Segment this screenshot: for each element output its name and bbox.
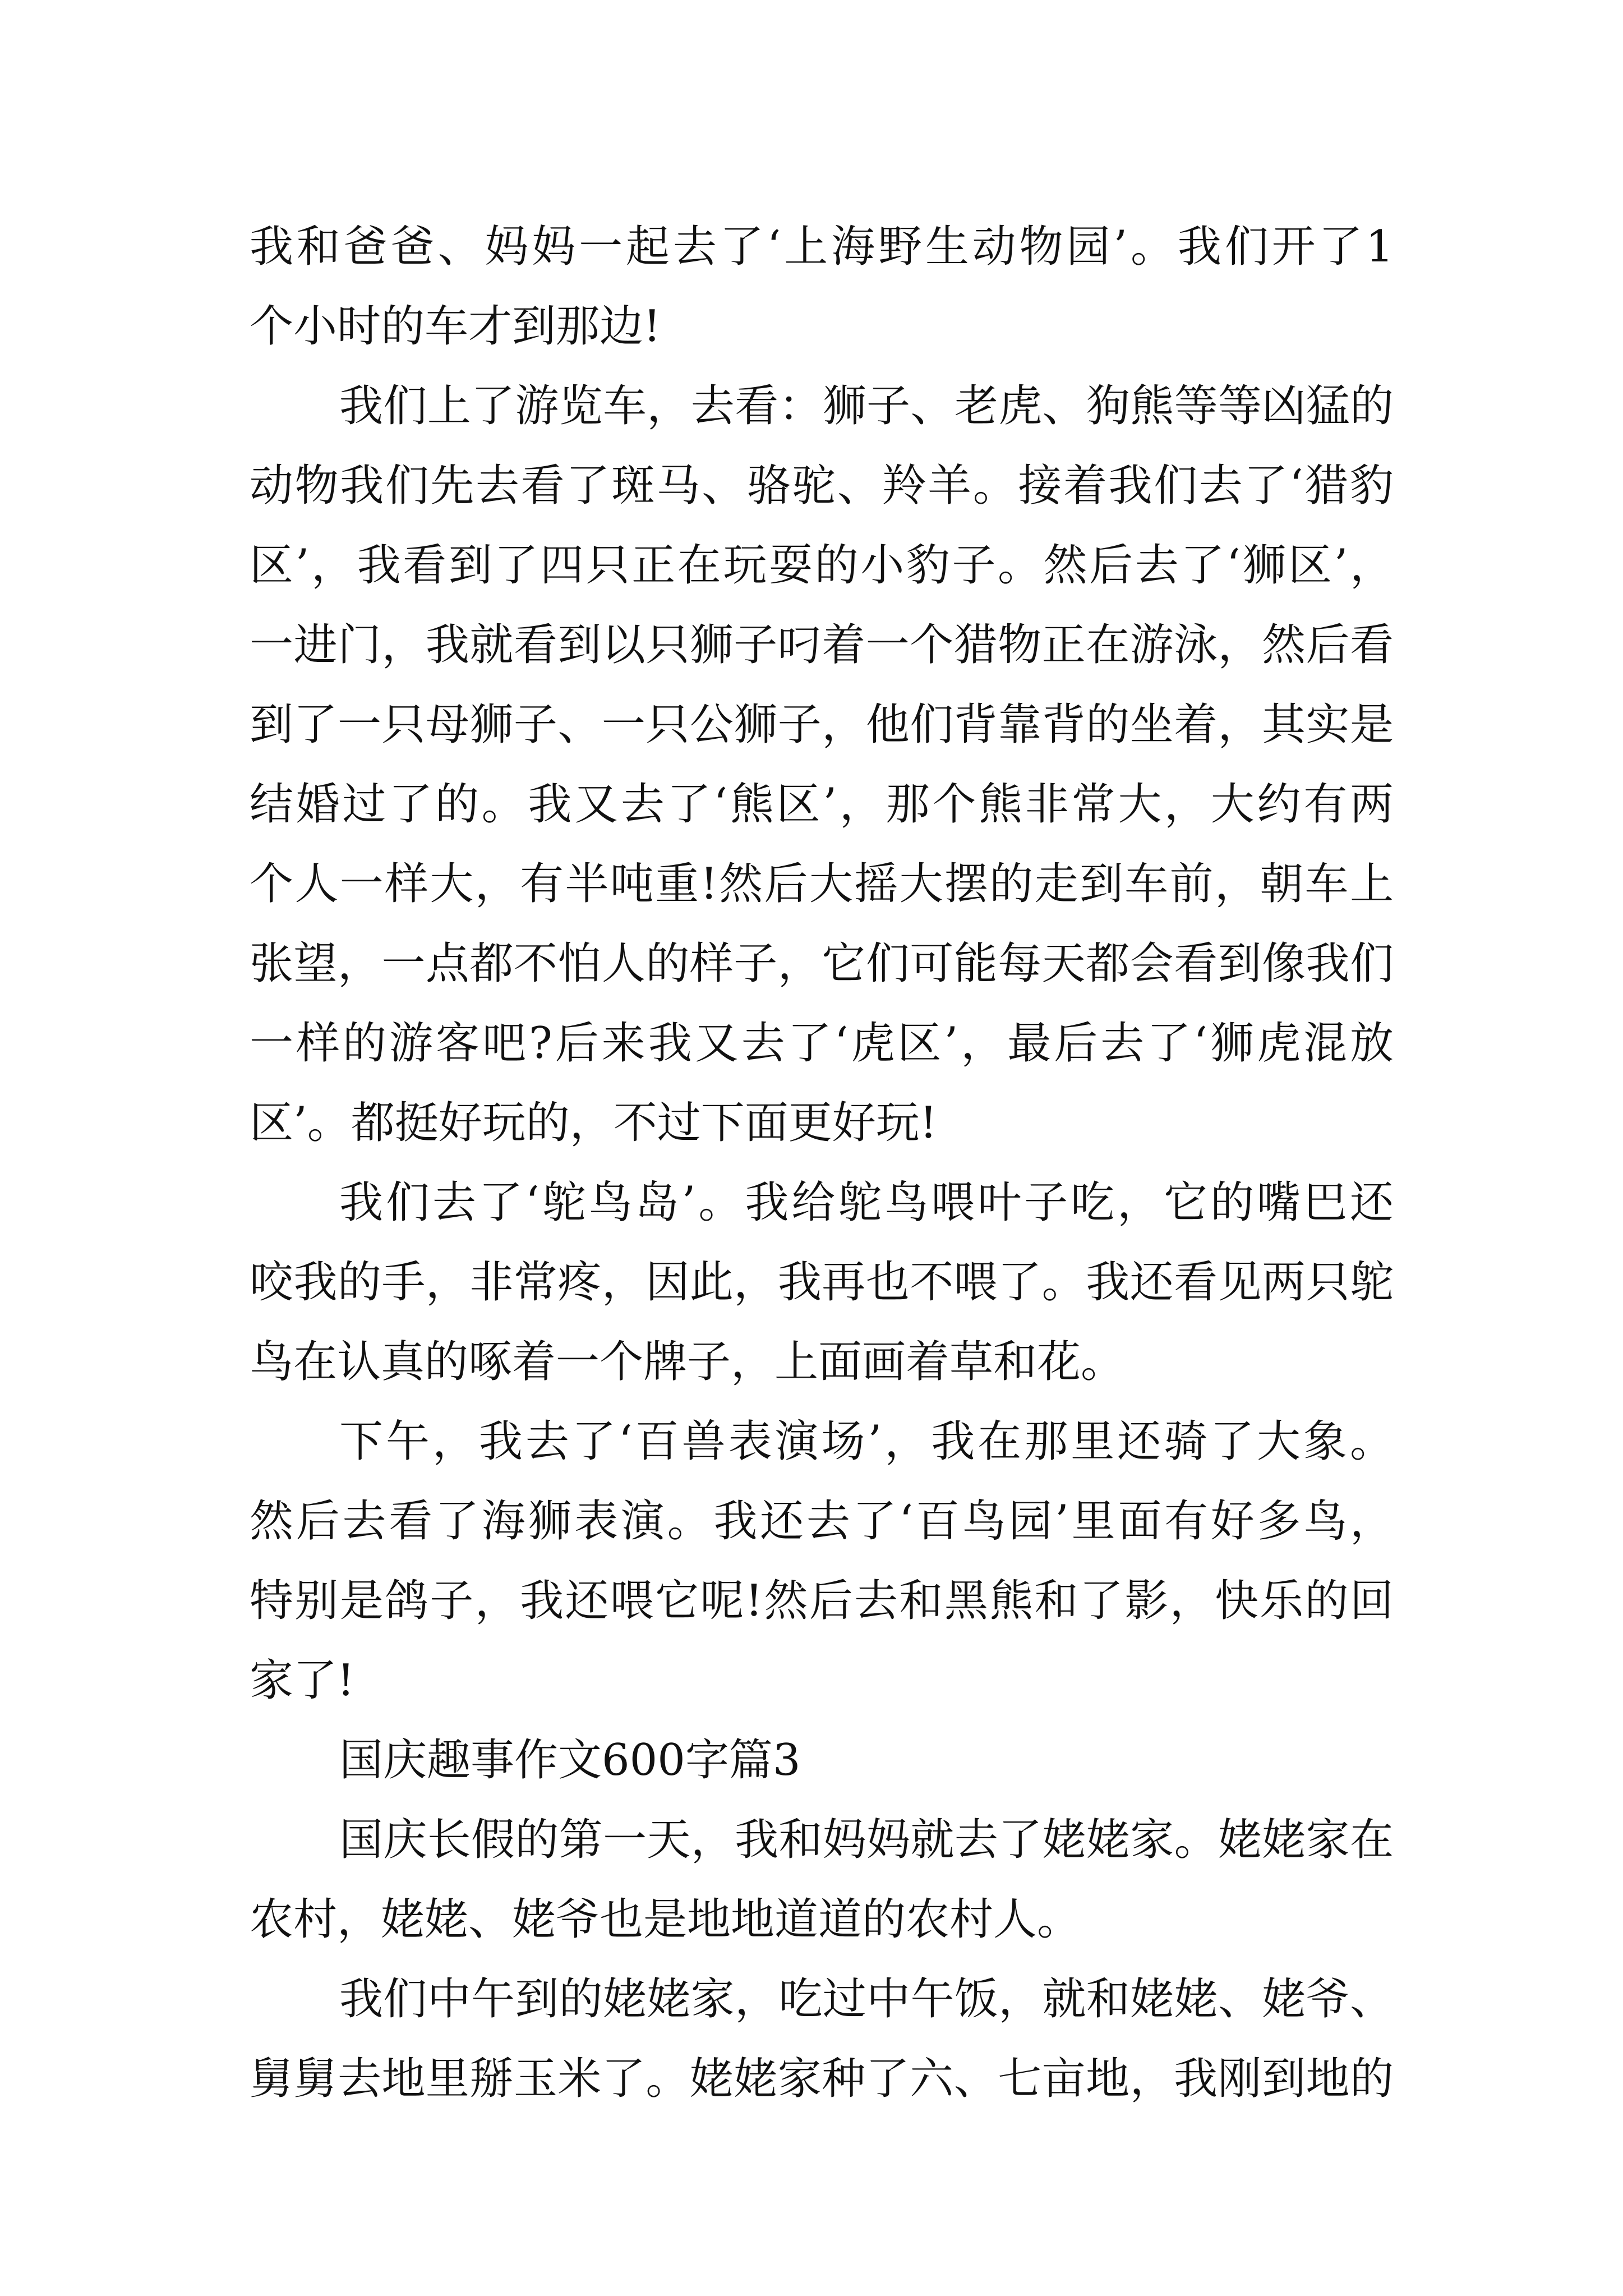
text-line: 结婚过了的。我又去了‘熊区’，那个熊非常大，大约有两 [250,779,1394,830]
text-line: 动物我们先去看了斑马、骆驼、羚羊。接着我们去了‘猎豹 [250,461,1394,511]
text-line: 我们中午到的姥姥家，吃过中午饭，就和姥姥、姥爷、 [339,1974,1394,2024]
text-line: 我和爸爸、妈妈一起去了‘上海野生动物园’。我们开了1 [250,222,1394,272]
text-line: 然后去看了海狮表演。我还去了‘百鸟园’里面有好多鸟， [250,1496,1394,1547]
text-line: 鸟在认真的啄着一个牌子，上面画着草和花。 [250,1337,1125,1387]
text-line: 张望，一点都不怕人的样子，它们可能每天都会看到像我们 [250,938,1394,989]
text-line: 一进门，我就看到以只狮子叼着一个猎物正在游泳，然后看 [250,620,1394,670]
text-line: 我们上了游览车，去看：狮子、老虎、狗熊等等凶猛的 [339,381,1394,431]
text-line: 区’，我看到了四只正在玩耍的小豹子。然后去了‘狮区’， [250,540,1394,591]
text-line: 个小时的车才到那边! [250,301,661,352]
text-line: 个人一样大，有半吨重!然后大摇大摆的走到车前，朝车上 [250,859,1394,909]
text-line: 家了! [250,1655,355,1706]
text-line: 农村，姥姥、姥爷也是地地道道的农村人。 [250,1894,1081,1945]
text-line: 舅舅去地里掰玉米了。姥姥家种了六、七亩地，我刚到地的 [250,2054,1394,2104]
text-line: 特别是鸽子，我还喂它呢!然后去和黑熊和了影，快乐的回 [250,1576,1394,1626]
section-heading: 国庆趣事作文600字篇3 [339,1735,801,1786]
text-line: 国庆长假的第一天，我和妈妈就去了姥姥家。姥姥家在 [339,1815,1394,1865]
text-line: 下午，我去了‘百兽表演场’，我在那里还骑了大象。 [339,1416,1394,1467]
text-line: 咬我的手，非常疼，因此，我再也不喂了。我还看见两只鸵 [250,1257,1394,1308]
text-line: 区’。都挺好玩的，不过下面更好玩! [250,1098,938,1148]
text-line: 到了一只母狮子、一只公狮子，他们背靠背的坐着，其实是 [250,700,1394,750]
text-line: 一样的游客吧?后来我又去了‘虎区’，最后去了‘狮虎混放 [250,1018,1394,1069]
text-line: 我们去了‘鸵鸟岛’。我给鸵鸟喂叶子吃，它的嘴巴还 [339,1177,1394,1228]
